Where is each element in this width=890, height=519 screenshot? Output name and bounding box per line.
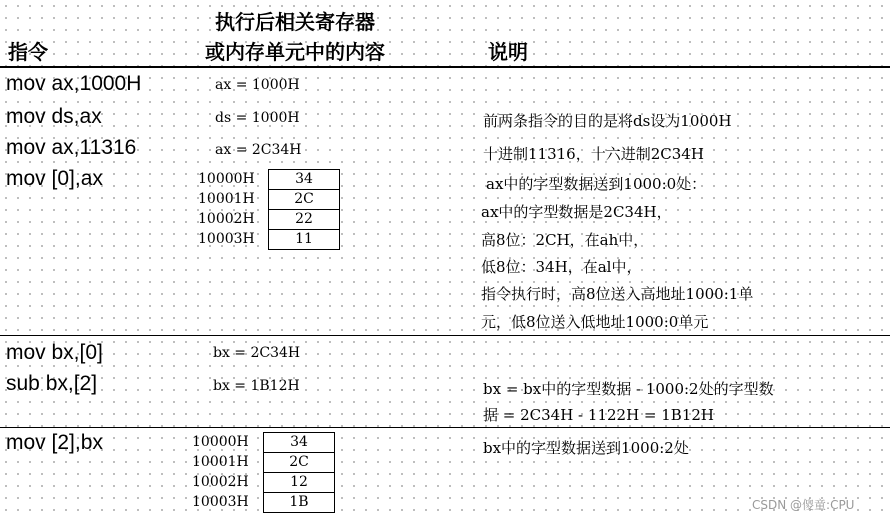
watermark: CSDN @傻童:CPU	[752, 498, 855, 512]
header-instruction: 指令	[8, 40, 48, 64]
memory-cell: 12	[263, 472, 335, 493]
note-7: bx中的字型数据送到1000:2处	[483, 439, 689, 457]
register-value-6: bx = 1B12H	[213, 378, 300, 394]
note-6-line-2: 据 = 2C34H - 1122H = 1B12H	[483, 406, 714, 424]
note-4-line-1: ax中的字型数据送到1000:0处：	[486, 175, 707, 193]
memory-cell: 2C	[263, 452, 335, 473]
memory-cell: 11	[268, 229, 340, 250]
note-4-line-6: 元，低8位送入低地址1000:0单元	[481, 313, 709, 331]
memory-address: 10001H	[192, 454, 249, 470]
instruction-1: mov ax,1000H	[6, 72, 142, 95]
note-4-line-3: 高8位：2CH，在ah中，	[481, 231, 649, 249]
section-divider-1	[0, 335, 890, 336]
memory-address: 10000H	[192, 434, 249, 450]
register-value-5: bx = 2C34H	[213, 345, 301, 361]
note-4-line-2: ax中的字型数据是2C34H，	[481, 203, 672, 221]
memory-address: 10002H	[198, 211, 255, 227]
memory-cell: 2C	[268, 189, 340, 210]
instruction-5: mov bx,[0]	[6, 341, 103, 364]
header-content-line1: 执行后相关寄存器	[215, 10, 375, 34]
memory-address: 10003H	[192, 494, 249, 510]
memory-address: 10001H	[198, 191, 255, 207]
header-divider	[0, 66, 890, 68]
register-value-3: ax = 2C34H	[215, 142, 302, 158]
instruction-4: mov [0],ax	[6, 167, 103, 190]
instruction-3: mov ax,11316	[6, 136, 137, 159]
instruction-2: mov ds,ax	[6, 105, 102, 128]
note-6-line-1: bx = bx中的字型数据 - 1000:2处的字型数	[483, 380, 774, 398]
instruction-6: sub bx,[2]	[6, 372, 98, 395]
header-explanation: 说明	[488, 40, 528, 64]
register-value-1: ax = 1000H	[215, 77, 300, 93]
header-content-line2: 或内存单元中的内容	[205, 40, 385, 64]
note-3: 十进制11316，十六进制2C34H	[483, 145, 704, 163]
instruction-7: mov [2],bx	[6, 431, 103, 454]
section-divider-2	[0, 427, 890, 428]
note-2: 前两条指令的目的是将ds设为1000H	[483, 112, 732, 130]
note-4-line-5: 指令执行时，高8位送入高地址1000:1单	[481, 285, 754, 303]
memory-address: 10003H	[198, 231, 255, 247]
memory-cell: 34	[263, 432, 335, 453]
register-value-2: ds = 1000H	[215, 110, 300, 126]
memory-cell: 22	[268, 209, 340, 230]
memory-cell: 1B	[263, 492, 335, 513]
memory-cell: 34	[268, 169, 340, 190]
memory-address: 10002H	[192, 474, 249, 490]
note-4-line-4: 低8位：34H，在al中，	[481, 258, 642, 276]
memory-address: 10000H	[198, 171, 255, 187]
